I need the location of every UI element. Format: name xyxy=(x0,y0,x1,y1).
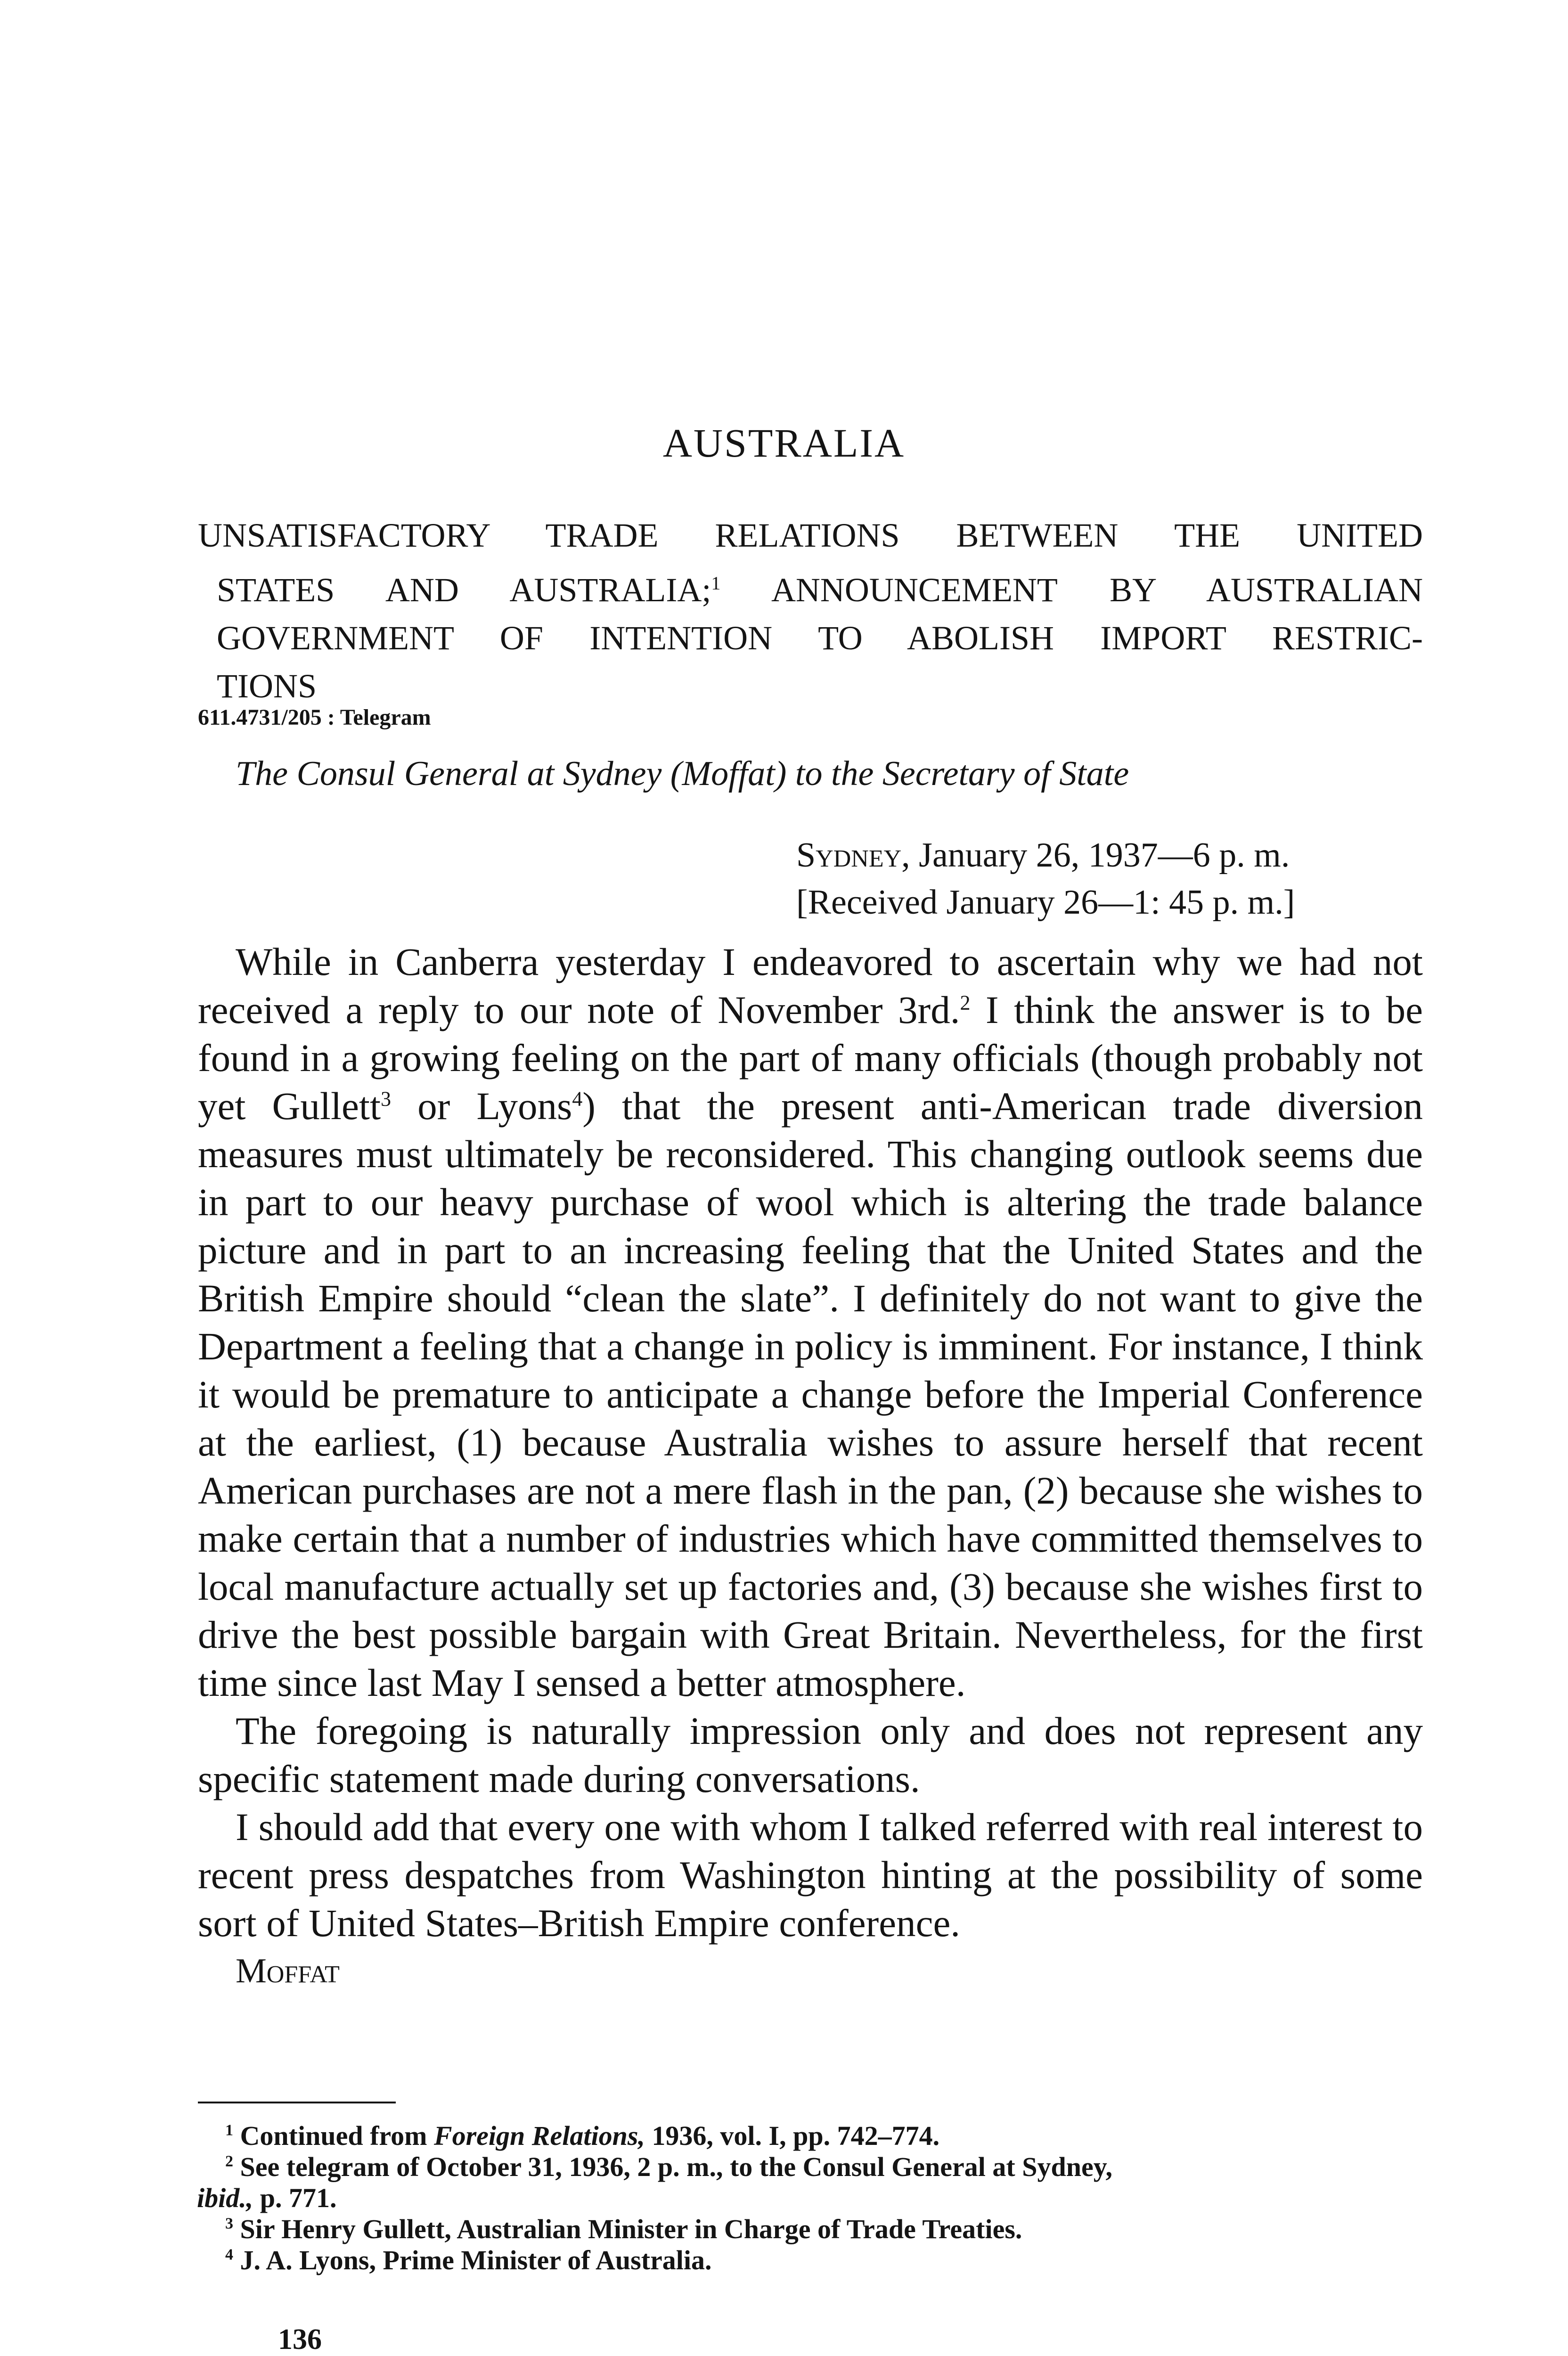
subject-line-3: GOVERNMENT OF INTENTION TO ABOLISH IMPORT RESTRIC- xyxy=(217,619,1423,657)
footnote-text: J. A. Lyons, Prime Minister of Australia. xyxy=(240,2245,712,2275)
paragraph-1-part-d: ) that the present anti-American trade diversion measures must ultimately be reconsidered. This changing outlook seems due in part to our heavy purchase of wool which is altering the trade balance picture and in part to an increasing feeling that the United States and the British Empire should “clean the slate”. I definitely do not want to give the Department a feeling that a change in policy is imminent. For instance, I think it would be premature to anticipate a change before the Imperial Conference at the earliest, (1) because Australia wishes to assure herself that recent American purchases are not a mere flash in the pan, (2) because she wishes to make certain that a number of industries which have committed themselves to local manufacture actually set up factories and, (3) because she wishes first to drive the best possible bargain with Great Britain. Nevertheless, for the first time since last May I sensed a better atmosphere. xyxy=(198,1084,1423,1704)
footnote-continuation xyxy=(198,2183,1423,2214)
footnote-number: 3 xyxy=(225,2215,233,2233)
subject-line-1: UNSATISFACTORY TRADE RELATIONS BETWEEN THE UNITED xyxy=(198,516,1423,554)
footnote-text: See telegram of October 31, 1936, 2 p. m., to the Consul General at Sydney, xyxy=(240,2151,1113,2182)
paragraph-1-part-a: While in Canberra yesterday I endeavored to ascertain why we had not received a reply to our note of November 3rd. xyxy=(198,940,1423,1031)
page-title: AUSTRALIA xyxy=(662,420,906,466)
footnote-text: p. 771. xyxy=(253,2183,337,2213)
subject-line-4: TIONS xyxy=(217,667,317,705)
file-reference: 611.4731/205 : Telegram xyxy=(198,705,431,730)
signature: Moffat xyxy=(236,1952,340,1990)
sent-line xyxy=(796,832,1295,879)
footnote-mark: 4 xyxy=(572,1087,583,1111)
footnote-number: 2 xyxy=(225,2152,233,2170)
subject-line-2-text: STATES AND AUSTRALIA; xyxy=(217,571,711,609)
paragraph-2: The foregoing is naturally impression only and does not represent any specific statement made during conversations. xyxy=(198,1709,1423,1800)
paragraph-1-part-b: I think the answer is to be found in a growing feeling on the part of many officials (though probably not yet Gullett xyxy=(198,988,1423,1128)
footnote-italic: Foreign Relations, xyxy=(433,2120,645,2151)
paragraph-1 xyxy=(198,938,1423,1707)
footnote-1 xyxy=(198,2120,1423,2151)
addressee-line: The Consul General at Sydney (Moffat) to the Secretary of State xyxy=(236,754,1129,793)
footnote-mark: 1 xyxy=(711,573,721,594)
footnote-4 xyxy=(198,2245,1423,2276)
footnote-text: Continued from xyxy=(240,2120,434,2151)
footnote-divider xyxy=(198,2102,396,2103)
footnote-text: Sir Henry Gullett, Australian Minister in Charge of Trade Treaties. xyxy=(240,2214,1022,2244)
paragraph-3: I should add that every one with whom I talked referred with real interest to recent press despatches from Washington hinting at the possibility of some sort of United States–British Empire conference. xyxy=(198,1805,1423,1945)
subject-line-2 xyxy=(198,559,1423,614)
footnote-3 xyxy=(198,2214,1423,2245)
footnotes xyxy=(198,2120,1423,2276)
footnote-number: 4 xyxy=(225,2246,233,2264)
footnote-mark: 3 xyxy=(381,1087,392,1111)
dateline-place: Sydney xyxy=(796,836,902,875)
footnote-text: 1936, vol. I, pp. 742–774. xyxy=(645,2120,940,2151)
footnote-italic: ibid., xyxy=(197,2183,253,2213)
footnote-mark: 2 xyxy=(960,991,971,1014)
footnote-number: 1 xyxy=(225,2121,233,2139)
page-number: 136 xyxy=(278,2323,322,2356)
dateline xyxy=(796,832,1295,926)
paragraph-1-part-c: or Lyons xyxy=(391,1084,572,1128)
footnote-2 xyxy=(198,2151,1423,2214)
telegram-body xyxy=(198,938,1423,1995)
subject-line-2b-text: ANNOUNCEMENT BY AUSTRALIAN xyxy=(771,571,1423,609)
received-line: [Received January 26—1: 45 p. m.] xyxy=(796,883,1295,922)
dateline-sent: , January 26, 1937—6 p. m. xyxy=(901,836,1290,875)
subject-heading xyxy=(198,511,1423,710)
